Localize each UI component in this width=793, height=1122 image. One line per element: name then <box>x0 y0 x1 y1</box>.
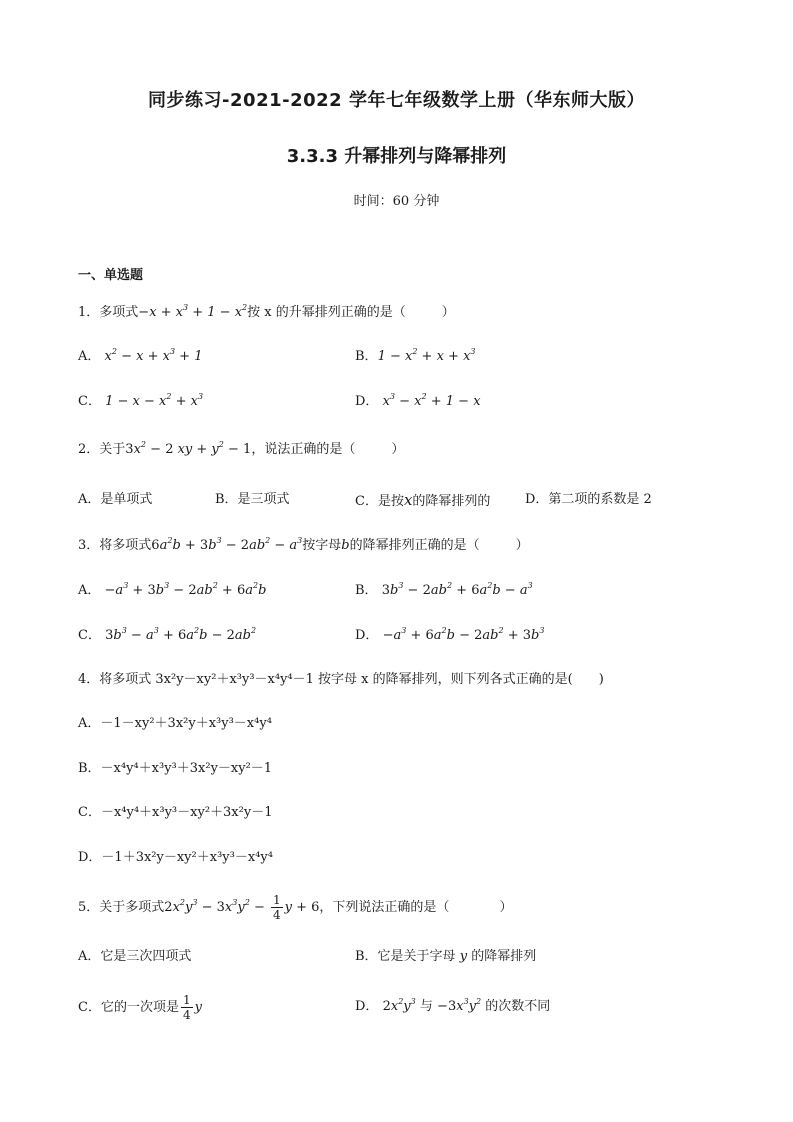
document-title: 同步练习-2021-2022 学年七年级数学上册（华东师大版） <box>148 90 645 111</box>
q1-option-c[interactable]: C． $1 - x - x^2 + x^3$ <box>78 392 204 409</box>
lesson-title: 3.3.3 升幂排列与降幂排列 <box>286 146 507 167</box>
q2-option-d[interactable]: D．第二项的系数是 2 <box>525 492 652 507</box>
q2-expression: $3x^2 - 2$ xy + $y^2 - 1$ <box>125 440 252 457</box>
q4-option-b[interactable]: B．－x⁴y⁴＋x³y³＋3x²y－xy²－1 <box>78 761 273 776</box>
q5-option-d[interactable]: D． $2x^2y^3$ 与 $-3x^3y^2$ 的次数不同 <box>355 997 551 1014</box>
question-1: 1．多项式$-x + x^3 + 1 - x^2$按 x 的升幂排列正确的是（ ） <box>78 303 455 320</box>
question-3: 3．将多项式$6a^2b + 3b^3 - 2ab^2 - a^3$按字母b的降幂排列正确的是（ ） <box>78 536 529 553</box>
question-5: 5．关于多项式$2x^2y^3 - 3x^3y^2$ − $\frac{1}{4}$ y + 6，下列说法正确的是（ ） <box>78 893 513 922</box>
q5-option-c[interactable]: C．它的一次项是 $\frac{1}{4}$ y <box>78 993 202 1022</box>
q4-option-a[interactable]: A．－1－xy²＋3x²y＋x³y³－x⁴y⁴ <box>78 716 272 731</box>
question-2: 2．关于$3x^2 - 2$ xy + $y^2 - 1$，说法正确的是（ ） <box>78 440 405 457</box>
q5-expression: $2x^2y^3 - 3x^3y^2$ − $\frac{1}{4}$ y + 6 <box>164 893 320 922</box>
q1-expression: $-x + x^3 + 1 - x^2$ <box>138 303 248 320</box>
q3-option-a[interactable]: A． $-a^3 + 3b^3 - 2ab^2 + 6a^2b$ <box>78 581 267 598</box>
q2-option-c[interactable]: C．是按x的降幂排列的 <box>355 491 491 509</box>
q3-option-b[interactable]: B． $3b^3 - 2ab^2 + 6a^2b - a^3$ <box>355 581 533 598</box>
q2-option-b[interactable]: B．是三项式 <box>215 492 290 507</box>
q3-option-c[interactable]: C． $3b^3 - a^3 + 6a^2b - 2ab^2$ <box>78 626 257 643</box>
q2-option-a[interactable]: A．是单项式 <box>78 492 153 507</box>
q5-option-a[interactable]: A．它是三次四项式 <box>78 949 192 964</box>
question-4: 4．将多项式 3x²y－xy²＋x³y³－x⁴y⁴－1 按字母 x 的降幂排列，则下列各式正确的是( ) <box>78 672 604 687</box>
q5-option-b[interactable]: B．它是关于字母 y 的降幂排列 <box>355 949 537 964</box>
q1-option-a[interactable]: A． $x^2 - x + x^3 + 1$ <box>78 347 203 364</box>
q3-option-d[interactable]: D． $-a^3 + 6a^2b - 2ab^2 + 3b^3$ <box>355 626 545 643</box>
q1-option-d[interactable]: D． $x^3 - x^2 + 1 - x$ <box>355 392 481 409</box>
q4-option-d[interactable]: D．－1＋3x²y－xy²＋x³y³－x⁴y⁴ <box>78 850 273 865</box>
q1-option-b[interactable]: B．$1 - x^2 + x + x^3$ <box>355 347 476 364</box>
q3-expression: $6a^2b + 3b^3 - 2ab^2 - a^3$ <box>151 536 303 553</box>
section-heading: 一、单选题 <box>78 268 144 283</box>
q4-option-c[interactable]: C．－x⁴y⁴＋x³y³－xy²＋3x²y－1 <box>78 805 273 820</box>
time-limit: 时间：60 分钟 <box>353 194 440 209</box>
